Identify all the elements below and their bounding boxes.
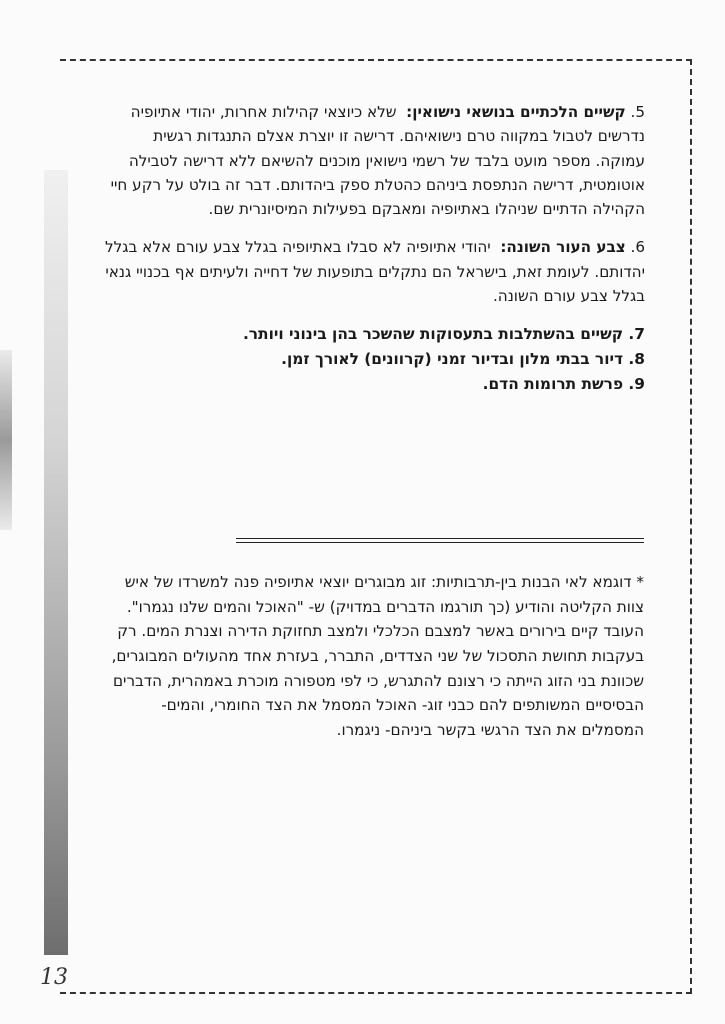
list-item-5 — [100, 100, 645, 221]
frame-right-border — [690, 59, 692, 994]
item-text: יהודי אתיופיה לא סבלו באתיופיה בגלל צבע עורם אלא בגלל יהדותם. לעומת זאת, בישראל הם נתקלים בתופעות של דחייה ולעיתים אף בכנויי גנאי בגלל צבע עורם השונה. — [105, 238, 645, 306]
item-heading: צבע העור השונה: — [500, 238, 626, 257]
frame-top-border — [60, 59, 692, 61]
list-item-7: 7. קשיים בהשתלבות בתעסוקות שהשכר בהן בינוני ויותר. — [242, 325, 645, 344]
item-heading: קשיים הלכתיים בנושאי נישואין: — [406, 103, 626, 121]
item-number: 5. — [630, 103, 645, 121]
page-number: 13 — [40, 965, 68, 990]
footnote: * דוגמא לאי הבנות בין-תרבותיות: זוג מבוגרים יוצאי אתיופיה פנה למשרדו של איש צוות הקליטה והודיע (כך תורגמו הדברים במדויק) ש- "האוכל והמים שלנו נגמרו". העובד קיים בירורים באשר למצבם הכלכלי ולמצב תחזוקת הדירה וצנרת המים. רק בעקבות תחושת התסכול של שני הצדדים, התברר, בעזרת אחד מהעולים המבוגרים, שכוונת בני הזוג הייתה כי רצונם להתגרש, כי לפי מטפורה מוכרת באמהרית, הדברים הבסיסיים המשותפים להם כבני זוג- האוכל המסמל את הצד החומרי, והמים- המסמלים את הצד הרגשי בקשר ביניהם- ניגמרו. — [111, 573, 644, 739]
frame-bottom-border — [60, 992, 692, 994]
item-text: שלא כיוצאי קהילות אחרות, יהודי אתיופיה נדרשים לטבול במקווה טרם נישואיהם. דרישה זו יוצרת אצלם התנגדות רגשית עמוקה. מספר מועט בלבד של רשמי נישואין מוכנים להשיאם ללא דרישה לטבילה אוטומטית, דרישה הנתפסת ביניהם כהטלת ספק ביהדותם. דבר זה בולט על רקע חיי הקהילה הדתיים שניהלו באתיופיה ומאבקם בפעילות המיסיונרית שם. — [110, 103, 645, 219]
item-number: 6. — [630, 238, 645, 257]
footnote-divider — [236, 538, 644, 543]
scan-shadow — [0, 350, 12, 530]
gradient-side-bar — [44, 170, 68, 955]
list-item-8: 8. דיור בבתי מלון ובדיור זמני (קרוונים) לאורך זמן. — [281, 350, 645, 369]
main-content — [100, 100, 645, 397]
list-item-9: 9. פרשת תרומות הדם. — [482, 375, 645, 394]
list-item-6 — [100, 235, 645, 308]
